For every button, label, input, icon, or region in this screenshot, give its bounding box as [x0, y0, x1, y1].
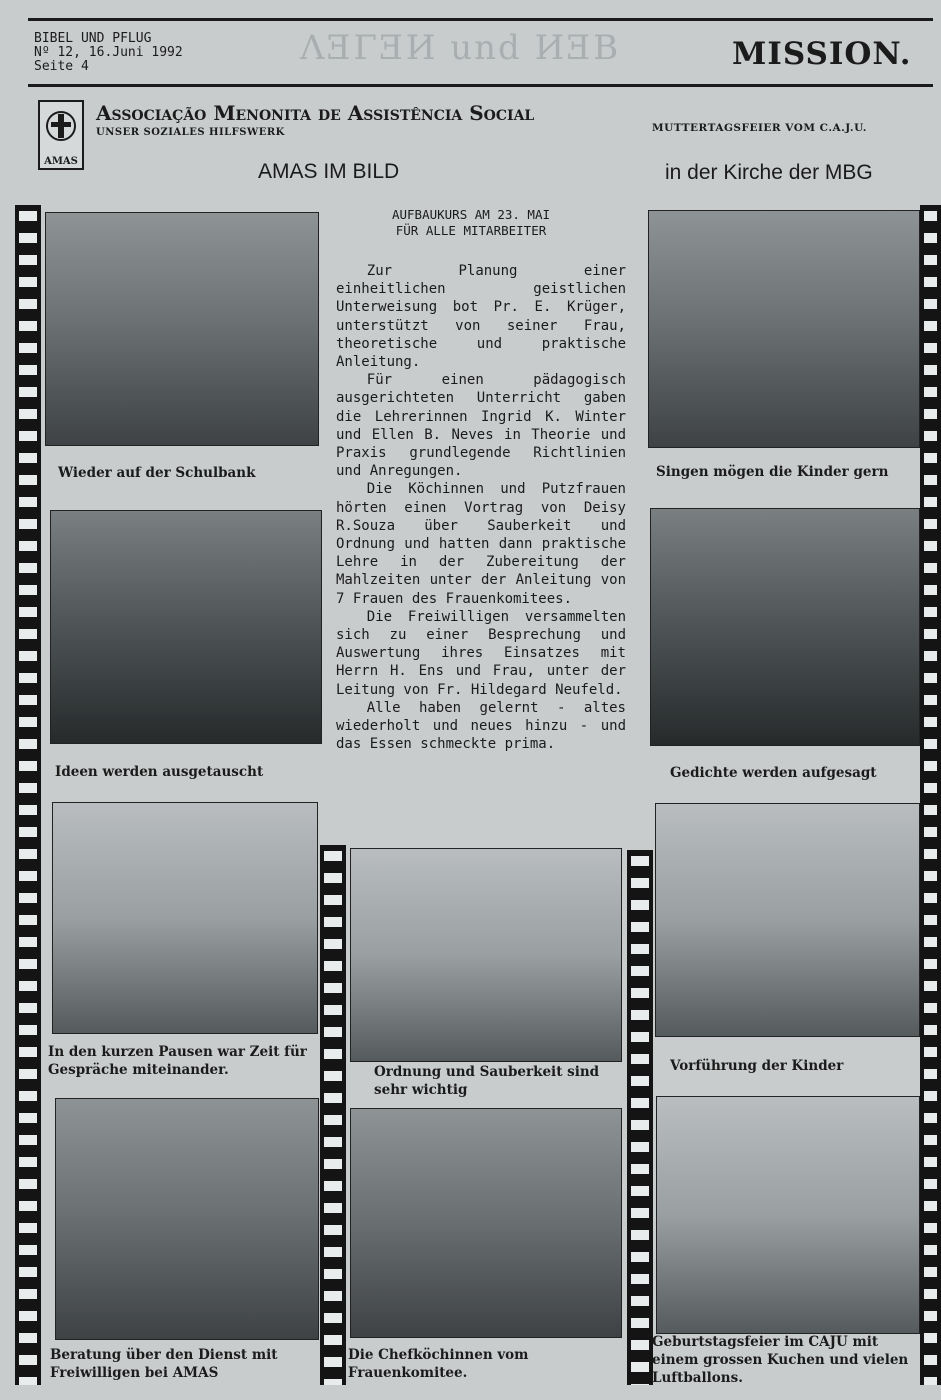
left-title: AMAS IM BILD: [258, 160, 400, 183]
article-paragraph: Die Köchinnen und Putzfrauen hörten einen Vortrag von Deisy R.Souza über Sauberkeit und Ordnung und hatten dann praktische Lehre in der Zubereitung der Mahlzeiten unter der Anleitung von 7 Frauen des Frauenkomitees.: [336, 481, 626, 607]
photo-children-performance: [655, 803, 920, 1037]
right-kicker: MUTTERTAGSFEIER VOM C.A.J.U.: [652, 122, 867, 134]
article-paragraph: Alle haben gelernt - altes wiederholt und neues hinzu - und das Essen schmeckte prima.: [336, 699, 626, 753]
photo-birthday-party: [656, 1096, 920, 1334]
caption-children-performance: Vorführung der Kinder: [670, 1058, 844, 1074]
issue-number: Nº 12, 16.Juni 1992: [34, 45, 183, 60]
article-subhead-line-2: FÜR ALLE MITARBEITER: [395, 223, 547, 238]
film-strip-right: [920, 205, 941, 1385]
page-number: Seite 4: [34, 59, 89, 74]
article-body: [336, 262, 626, 753]
photo-volunteers-meeting: [55, 1098, 319, 1340]
caption-chef-cooks: Die Chefköchinnen vom Frauenkomitee.: [348, 1347, 529, 1381]
publication-name: BIBEL UND PFLUG: [34, 31, 152, 46]
publication-info: [34, 32, 254, 74]
caption-meeting: Ideen werden ausgetauscht: [55, 764, 264, 780]
photo-poem-recital: [650, 508, 920, 746]
photo-children-singing: [648, 210, 920, 448]
caption-outdoor-break: In den kurzen Pausen war Zeit für Gespräche miteinander.: [48, 1044, 307, 1078]
bleed-through-masthead: ΛƎΓƎИ und ИƎВ: [300, 28, 621, 68]
top-rule: [28, 18, 933, 21]
caption-children-singing: Singen mögen die Kinder gern: [656, 464, 889, 480]
photo-chef-cooks: [350, 1108, 622, 1338]
section-title: MISSION.: [732, 36, 912, 72]
caption-volunteers-meeting: Beratung über den Dienst mit Freiwilligen bei AMAS: [50, 1347, 278, 1381]
right-title: in der Kirche der MBG: [665, 161, 873, 184]
film-strip-left: [15, 205, 41, 1385]
article-subhead-line-1: AUFBAUKURS AM 23. MAI: [391, 207, 551, 222]
logo-text: AMAS: [44, 156, 78, 167]
photo-meeting: [50, 510, 322, 744]
caption-poem-recital: Gedichte werden aufgesagt: [670, 765, 877, 781]
article-subhead: [346, 207, 596, 239]
photo-dining-hall: [350, 848, 622, 1062]
masthead-rule: [28, 84, 933, 87]
caption-birthday-party: Geburtstagsfeier im CAJU mit einem grossen Kuchen und vielen Luftballons.: [652, 1334, 909, 1386]
article-paragraph: Die Freiwilligen versammelten sich zu einer Besprechung und Auswertung ihres Einsatzes mit Herrn H. Ens und Frau, unter der Leitung von Fr. Hildegard Neufeld.: [336, 608, 626, 698]
amas-logo: [38, 100, 84, 170]
film-strip-center: [320, 845, 346, 1385]
photo-classroom: [45, 212, 319, 446]
article-paragraph: Zur Planung einer einheitlichen geistlichen Unterweisung bot Pr. E. Krüger, unterstützt von seiner Frau, theoretische und praktische Anleitung.: [336, 263, 626, 371]
organization-name: Associação Menonita de Assistência Social: [96, 101, 535, 125]
article-paragraph: Für einen pädagogisch ausgerichteten Unterricht gaben die Lehrerinnen Ingrid K. Winter und Ellen B. Neves in Theorie und Praxis grundlegende Richtlinien und Anregungen.: [336, 372, 626, 480]
organization-subtitle: UNSER SOZIALES HILFSWERK: [96, 127, 285, 138]
film-strip-mid-right: [627, 850, 653, 1385]
caption-dining-hall: Ordnung und Sauberkeit sind sehr wichtig: [374, 1064, 600, 1098]
caption-classroom: Wieder auf der Schulbank: [58, 465, 256, 481]
photo-outdoor-break: [52, 802, 318, 1034]
